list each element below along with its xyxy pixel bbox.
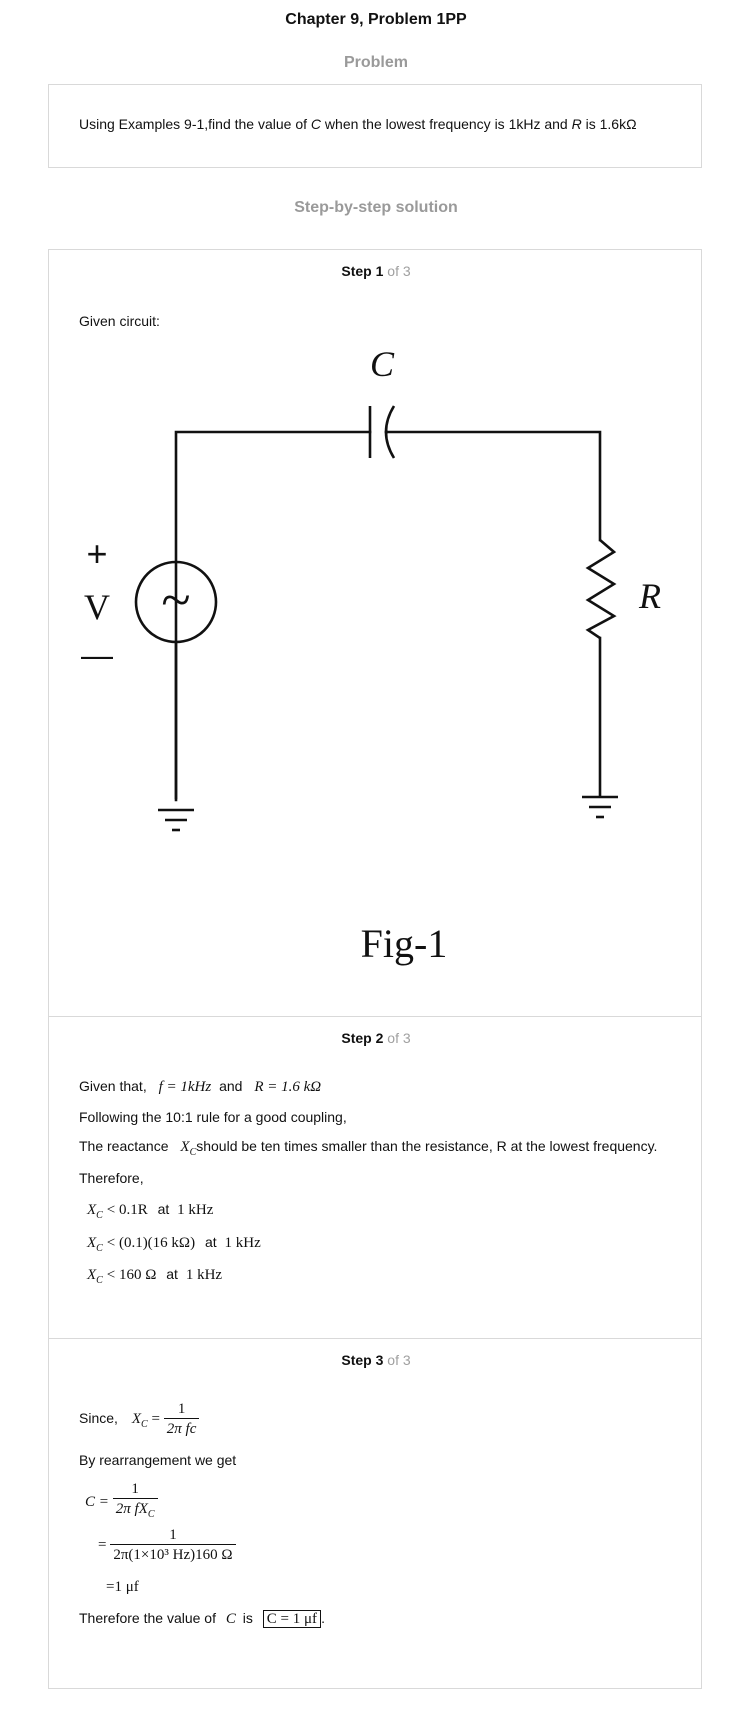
problem-heading: Problem (343, 54, 408, 71)
step-divider (48, 1016, 702, 1017)
resistor-label: R (639, 576, 661, 616)
wire-right-top (386, 432, 600, 540)
resistor-symbol (588, 540, 614, 638)
fraction-substituted: $\frac{1}{\text{2π(1×10³ Hz)160 Ω}}$ (110, 1526, 235, 1565)
resistance-eq: R = 1.6 kΩ (254, 1079, 322, 1095)
result-value: =1 μf (106, 1579, 139, 1595)
coupling-rule-text: Following the 10:1 rule for a good coupling, (79, 1109, 347, 1125)
ac-source-tilde: ~ (161, 570, 191, 630)
plus-label: + (86, 533, 108, 574)
page-title: Chapter 9, Problem 1PP (285, 11, 467, 28)
minus-label: — (81, 637, 113, 673)
step-divider (48, 1338, 702, 1339)
capacitance-formula: C = $\frac{1}{2\pi fX_C}$ (85, 1480, 158, 1525)
step-2-label: Step 2 of 3 (341, 1030, 411, 1046)
frequency-eq: f = 1kHz (158, 1079, 212, 1095)
rearrangement-text: By rearrangement we get (79, 1452, 237, 1468)
problem-box (48, 84, 702, 168)
solution-heading: Step-by-step solution (294, 199, 458, 216)
boxed-answer: C = 1 μf (263, 1610, 321, 1628)
figure-caption: Fig-1 (360, 921, 448, 966)
step-2-given-line: Given that, f = 1kHz and R = 1.6 kΩ (79, 1078, 322, 1095)
inequality-1: $X_C < 0.1R$ at 1 kHz (87, 1201, 214, 1221)
ground-right (582, 797, 618, 817)
step-3-label: Step 3 of 3 (341, 1352, 411, 1368)
step-1-label: Step 1 of 3 (341, 263, 411, 279)
since-equation: Since, $X_C$ = $\frac{1}{\text{2π fc}}$ (79, 1400, 199, 1439)
inequality-3: $X_C < 160$ Ω at 1 kHz (87, 1266, 223, 1286)
fraction-xc: $\frac{1}{\text{2π fc}}$ (164, 1400, 200, 1439)
ground-left (158, 810, 194, 830)
substitution-formula: = $\frac{1}{\text{2π(1×10³ Hz)160 Ω}}$ (98, 1526, 236, 1565)
reactance-text: The reactance $X_Cshould$ be ten times smaller than the resistance, R at the lowest frequency. (79, 1138, 658, 1158)
wire-left-top (176, 432, 370, 798)
final-answer: Therefore the value of C is C = 1 μf . (79, 1610, 325, 1627)
step-1-given: Given circuit: (79, 313, 160, 329)
problem-text: Using Examples 9-1,find the value of C when the lowest frequency is 1kHz and R is 1.6kΩ (79, 116, 637, 132)
circuit-diagram (0, 330, 752, 990)
inequality-2: $X_C < (0.1)(16$ kΩ) at 1 kHz (87, 1234, 261, 1254)
voltage-label: V (84, 587, 110, 627)
capacitor-label: C (369, 344, 395, 384)
therefore-text: Therefore, (79, 1170, 144, 1186)
fraction-c: $\frac{1}{2\pi fX_C}$ (113, 1480, 158, 1525)
